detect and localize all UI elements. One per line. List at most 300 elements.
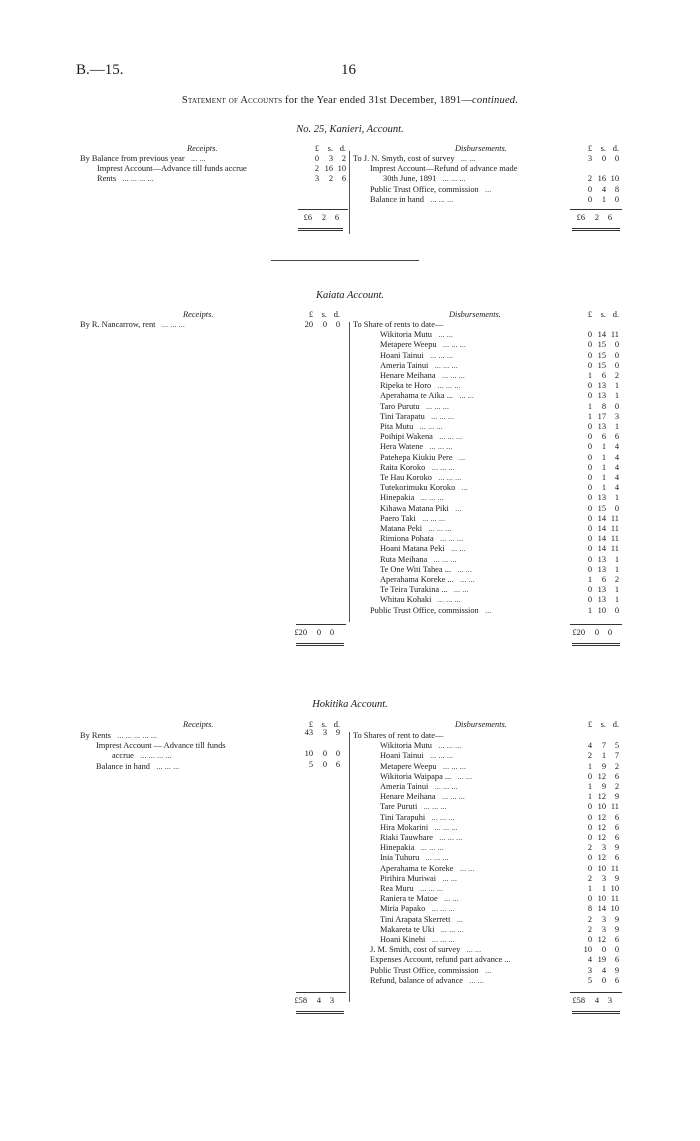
receipt-amount-shillings: 16 bbox=[324, 164, 333, 174]
disbursement-row-label: Hoani Kinehi bbox=[380, 935, 426, 944]
receipt-amount-shillings: 3 bbox=[328, 154, 333, 163]
receipts-total bbox=[293, 996, 334, 1006]
receipt-amount bbox=[299, 728, 340, 738]
disbursement-row-leader-dots: ... ... ... bbox=[423, 751, 453, 761]
receipts-total-shillings: 2 bbox=[321, 213, 326, 222]
disbursement-amount-pence: 1 bbox=[614, 564, 619, 574]
disbursement-row-label: Tini Arapata Skerrett bbox=[380, 914, 451, 924]
disbursement-amount bbox=[578, 493, 619, 503]
disbursements-money-heading-pounds: £ bbox=[587, 720, 592, 729]
receipt-row-leader-dots: ... ... ... ... ... bbox=[110, 731, 158, 740]
disbursement-amount-pounds: 3 bbox=[587, 965, 592, 975]
disbursement-row bbox=[370, 966, 491, 976]
disbursement-amount-pence: 4 bbox=[614, 462, 619, 472]
disbursement-amount-pence: 1 bbox=[614, 554, 619, 564]
disbursement-row-leader-dots: ... ... ... bbox=[415, 513, 446, 523]
disbursement-amount-pounds: 1 bbox=[587, 575, 592, 584]
disbursements-intro: To Share of rents to date— bbox=[353, 320, 444, 329]
disbursement-row-leader-dots: ... ... ... bbox=[428, 822, 458, 832]
disbursement-row bbox=[380, 884, 443, 894]
disbursement-row-leader-dots: ... bbox=[448, 503, 462, 513]
disbursements-total-pounds: £58 bbox=[572, 996, 585, 1005]
disbursement-row-label: Te Teira Turakina ... bbox=[380, 585, 448, 595]
disbursement-row bbox=[380, 534, 463, 544]
disbursement-amount-pounds: 0 bbox=[587, 822, 592, 832]
disbursement-row bbox=[380, 741, 461, 751]
page-title bbox=[0, 95, 700, 106]
disbursement-row-leader-dots: ... bbox=[452, 452, 466, 462]
disbursement-row bbox=[380, 585, 468, 595]
disbursement-amount-pounds: 0 bbox=[587, 493, 592, 503]
receipts-total-pounds: £6 bbox=[303, 213, 312, 222]
disbursement-row bbox=[380, 935, 455, 945]
disbursement-amount-pence: 6 bbox=[614, 935, 619, 944]
disbursement-row-label: Hoani Matana Peki bbox=[380, 544, 445, 554]
disbursements-money-heading-pence: d. bbox=[612, 144, 619, 153]
receipts-money-heading-pence: d. bbox=[333, 720, 340, 729]
disbursement-amount bbox=[578, 565, 619, 575]
disbursement-amount-pounds: 0 bbox=[587, 330, 592, 340]
disbursement-row-label: Pita Mutu bbox=[380, 422, 414, 431]
disbursement-amount-shillings: 3 bbox=[601, 924, 606, 934]
disbursement-row bbox=[380, 823, 457, 833]
disbursement-row-label: Hoani Tainui bbox=[380, 350, 424, 360]
disbursement-amount-shillings: 3 bbox=[601, 873, 606, 883]
disbursement-amount bbox=[578, 361, 619, 371]
receipt-amount-pence: 6 bbox=[335, 759, 340, 769]
disbursement-amount-pence: 6 bbox=[614, 955, 619, 965]
disbursement-amount-pounds: 0 bbox=[587, 513, 592, 523]
disbursement-amount-pence: 0 bbox=[614, 945, 619, 955]
disbursement-row-leader-dots: ... ... ... bbox=[434, 924, 464, 934]
disbursement-row bbox=[370, 164, 517, 174]
disbursement-row-leader-dots: ... ... bbox=[454, 154, 476, 163]
disbursement-amount-pounds: 8 bbox=[587, 904, 592, 914]
disbursement-row-leader-dots: ... ... ... bbox=[436, 761, 466, 771]
receipts-money-heading-pence: d. bbox=[339, 144, 346, 153]
receipt-amount-pounds: 3 bbox=[314, 174, 319, 184]
disbursement-amount-pounds: 4 bbox=[587, 741, 592, 751]
disbursement-row-leader-dots: ... ... ... bbox=[425, 904, 455, 914]
disbursement-row-leader-dots: ... ... ... bbox=[424, 411, 455, 421]
disbursement-amount bbox=[578, 833, 619, 843]
disbursement-row-leader-dots: ... ... ... bbox=[425, 935, 455, 944]
subtotal-rule bbox=[570, 624, 622, 625]
disbursement-amount-shillings: 13 bbox=[597, 391, 606, 401]
disbursement-row-label: Raita Koroko bbox=[380, 462, 426, 472]
disbursement-amount-shillings: 13 bbox=[597, 493, 606, 503]
disbursement-row-label: Wikitoria Waipapa ... bbox=[380, 771, 452, 781]
disbursement-row-leader-dots: ... bbox=[478, 605, 492, 615]
disbursement-amount bbox=[578, 463, 619, 473]
receipts-money-heading-pence: d. bbox=[333, 310, 340, 319]
receipt-row bbox=[80, 154, 206, 164]
disbursement-amount bbox=[578, 864, 619, 874]
disbursement-row-leader-dots: ... ... ... bbox=[423, 350, 453, 360]
disbursement-row-label: Tare Puruti bbox=[380, 802, 418, 812]
disbursement-row-label: Expenses Account, refund part advance ... bbox=[370, 955, 511, 965]
disbursement-amount-pounds: 2 bbox=[587, 751, 592, 761]
disbursement-amount bbox=[578, 524, 619, 534]
receipt-row-label: Rents bbox=[97, 174, 117, 184]
disbursement-amount bbox=[578, 843, 619, 853]
disbursement-amount bbox=[578, 751, 619, 761]
disbursement-row-label: Tini Tarapatu bbox=[380, 411, 425, 421]
disbursement-row-label: Henare Meihana bbox=[380, 792, 436, 802]
disbursement-row-leader-dots: ... ... ... bbox=[432, 432, 463, 442]
disbursement-row-label: Makareta te Uki bbox=[380, 924, 435, 934]
disbursement-row bbox=[380, 555, 457, 565]
disbursement-amount-shillings: 4 bbox=[601, 184, 606, 194]
disbursement-amount-pence: 11 bbox=[610, 513, 619, 523]
disbursements-intro: To Shares of rent to date— bbox=[353, 731, 444, 740]
disbursement-amount-shillings: 13 bbox=[597, 585, 606, 595]
disbursement-amount-pence: 0 bbox=[614, 194, 619, 204]
disbursement-amount-shillings: 10 bbox=[597, 894, 606, 904]
kanieri-account-title: No. 25, Kanieri, Account. bbox=[296, 124, 404, 135]
disbursement-amount-shillings: 12 bbox=[597, 812, 606, 822]
disbursement-row-leader-dots: ... ... ... bbox=[427, 554, 457, 564]
disbursement-amount-shillings: 1 bbox=[601, 442, 606, 452]
disbursement-amount-pence: 6 bbox=[614, 812, 619, 822]
disbursement-row-label: Hinepakia bbox=[380, 493, 415, 503]
disbursement-row-leader-dots: ... ... ... bbox=[431, 595, 461, 605]
disbursement-amount-pence: 9 bbox=[614, 843, 619, 853]
disbursement-amount-shillings: 10 bbox=[597, 863, 606, 873]
disbursement-amount-shillings: 15 bbox=[597, 503, 606, 513]
disbursements-heading: Disbursements. bbox=[455, 144, 507, 153]
disbursement-amount-pence: 4 bbox=[614, 442, 619, 452]
disbursements-total bbox=[571, 996, 612, 1006]
disbursement-amount-pence: 1 bbox=[614, 585, 619, 595]
disbursements-total-pounds: £20 bbox=[572, 628, 585, 637]
disbursement-row-label: Balance in hand bbox=[370, 194, 424, 204]
disbursement-amount-pounds: 0 bbox=[587, 184, 592, 194]
disbursement-amount-pounds: 1 bbox=[587, 761, 592, 771]
disbursement-amount-shillings: 6 bbox=[601, 575, 606, 584]
disbursement-row bbox=[380, 772, 472, 782]
receipt-row bbox=[97, 174, 154, 184]
disbursements-heading: Disbursements. bbox=[455, 720, 507, 729]
disbursement-amount-shillings: 15 bbox=[597, 350, 606, 360]
disbursements-money-heading-shillings: s. bbox=[600, 310, 606, 319]
disbursement-amount-shillings: 0 bbox=[601, 945, 606, 955]
disbursement-row-label: Public Trust Office, commission bbox=[370, 184, 479, 194]
disbursement-amount-shillings: 8 bbox=[601, 401, 606, 411]
disbursements-total-pence: 0 bbox=[607, 628, 612, 637]
disbursement-amount bbox=[578, 412, 619, 422]
disbursement-row-label: Patehepa Kiukiu Pere bbox=[380, 452, 453, 462]
disbursement-amount bbox=[578, 402, 619, 412]
disbursement-row bbox=[380, 473, 461, 483]
disbursement-amount-pence: 11 bbox=[610, 863, 619, 873]
receipt-row bbox=[80, 731, 157, 741]
receipts-total bbox=[293, 628, 334, 638]
disbursement-row bbox=[353, 154, 475, 164]
disbursement-row bbox=[380, 432, 462, 442]
disbursements-total-pounds: £6 bbox=[576, 213, 585, 222]
disbursement-amount bbox=[578, 925, 619, 935]
disbursement-row-leader-dots: ... ... bbox=[453, 575, 475, 584]
disbursements-money-heading bbox=[578, 720, 619, 730]
disbursement-amount-pence: 11 bbox=[610, 534, 619, 544]
disbursement-amount-pence: 3 bbox=[614, 411, 619, 421]
disbursement-amount-pounds: 0 bbox=[587, 360, 592, 370]
disbursement-amount bbox=[578, 483, 619, 493]
total-double-rule bbox=[572, 643, 620, 646]
disbursement-amount-pounds: 1 bbox=[587, 605, 592, 615]
disbursement-amount-shillings: 14 bbox=[597, 534, 606, 544]
disbursement-amount-pounds: 0 bbox=[587, 503, 592, 513]
disbursement-amount bbox=[578, 391, 619, 401]
disbursement-amount-pounds: 0 bbox=[587, 473, 592, 482]
disbursement-row-leader-dots: ... ... ... bbox=[413, 884, 444, 893]
disbursement-row-label: Aperahama Koreke ... bbox=[380, 575, 454, 584]
receipts-total bbox=[298, 213, 339, 223]
receipt-row-leader-dots: ... ... ... ... bbox=[116, 174, 154, 184]
disbursement-amount-shillings: 10 bbox=[597, 605, 606, 615]
receipt-row-leader-dots: ... ... ... ... bbox=[133, 751, 172, 761]
disbursement-amount-pounds: 1 bbox=[587, 401, 592, 411]
disbursement-row bbox=[380, 381, 460, 391]
receipt-amount-pounds: 0 bbox=[314, 154, 319, 163]
disbursement-row-label: Public Trust Office, commission bbox=[370, 605, 479, 615]
disbursement-row-leader-dots: ... ... ... bbox=[414, 843, 444, 853]
disbursement-amount-shillings: 13 bbox=[597, 564, 606, 574]
title-prefix: Statement of Accounts bbox=[181, 95, 283, 106]
disbursements-money-heading-shillings: s. bbox=[600, 144, 606, 153]
disbursement-amount-pence: 4 bbox=[614, 452, 619, 462]
disbursement-row-label: Ruta Meihana bbox=[380, 554, 428, 564]
receipt-amount-shillings: 2 bbox=[328, 174, 333, 184]
disbursement-amount-pounds: 0 bbox=[587, 544, 592, 554]
receipts-money-heading-pounds: £ bbox=[308, 720, 313, 729]
receipt-row bbox=[97, 164, 247, 174]
section-divider bbox=[271, 260, 419, 261]
disbursement-amount-shillings: 6 bbox=[601, 371, 606, 380]
disbursement-amount-pounds: 0 bbox=[587, 350, 592, 360]
disbursement-amount-pounds: 0 bbox=[587, 534, 592, 544]
disbursement-row-label: Metapere Weepu bbox=[380, 761, 437, 771]
series-number: B.—15. bbox=[76, 62, 124, 78]
receipts-money-heading-shillings: s. bbox=[327, 144, 333, 153]
receipt-row-leader-dots: ... ... bbox=[184, 154, 206, 163]
disbursement-row-label: Rimiona Pohata bbox=[380, 534, 434, 544]
disbursement-row bbox=[370, 945, 481, 955]
disbursement-row-label: Wikitoria Mutu bbox=[380, 330, 432, 340]
receipt-amount bbox=[305, 174, 346, 184]
disbursement-amount-shillings: 12 bbox=[597, 833, 606, 842]
disbursement-row-leader-dots: ... ... ... bbox=[435, 792, 465, 802]
disbursement-row-leader-dots: ... ... bbox=[444, 544, 466, 554]
disbursement-amount-pence: 0 bbox=[614, 401, 619, 411]
disbursement-amount bbox=[578, 195, 619, 205]
disbursement-row-label: Hinepakia bbox=[380, 843, 415, 853]
disbursement-row bbox=[380, 340, 466, 350]
disbursement-amount-pounds: 1 bbox=[587, 371, 592, 380]
disbursement-amount-pounds: 0 bbox=[587, 432, 592, 442]
disbursement-amount bbox=[578, 555, 619, 565]
disbursement-amount bbox=[578, 595, 619, 605]
disbursement-row-label: Metapere Weepu bbox=[380, 340, 437, 350]
disbursement-amount-pounds: 0 bbox=[587, 462, 592, 472]
disbursement-amount-pence: 6 bbox=[614, 975, 619, 985]
disbursement-row bbox=[380, 453, 465, 463]
disbursement-amount-shillings: 14 bbox=[597, 544, 606, 554]
receipt-amount-pence: 10 bbox=[337, 164, 346, 174]
disbursement-amount-pounds: 0 bbox=[587, 391, 592, 401]
disbursement-row-label: Miria Papako bbox=[380, 904, 426, 914]
receipts-total-pounds: £58 bbox=[294, 996, 307, 1005]
disbursement-row-leader-dots: ... ... ... bbox=[425, 812, 455, 822]
disbursement-amount bbox=[578, 935, 619, 945]
disbursement-amount bbox=[578, 585, 619, 595]
receipt-amount-shillings: 0 bbox=[322, 749, 327, 759]
disbursement-amount-pence: 0 bbox=[614, 154, 619, 163]
disbursement-row bbox=[380, 504, 461, 514]
disbursement-amount-pounds: 1 bbox=[587, 792, 592, 802]
disbursement-row-leader-dots: ... ... ... bbox=[428, 782, 458, 791]
disbursement-amount bbox=[578, 945, 619, 955]
receipt-row-label: Imprest Account—Advance till funds accrue bbox=[97, 164, 247, 174]
disbursements-money-heading-pounds: £ bbox=[587, 310, 592, 319]
disbursement-amount-pence: 2 bbox=[614, 575, 619, 584]
disbursement-row-label: Refund, balance of advance bbox=[370, 975, 464, 985]
disbursement-amount bbox=[578, 772, 619, 782]
disbursement-row-leader-dots: ... ... ... bbox=[432, 741, 462, 751]
disbursement-row-label: Aperahama te Aika ... bbox=[380, 391, 454, 401]
disbursement-amount-shillings: 1 bbox=[601, 194, 606, 204]
disbursement-amount-shillings: 13 bbox=[597, 554, 606, 564]
disbursements-total-shillings: 4 bbox=[594, 996, 599, 1005]
disbursement-row-label: Riaki Tauwhare bbox=[380, 833, 433, 842]
disbursement-amount bbox=[578, 514, 619, 524]
disbursement-amount-pounds: 0 bbox=[587, 381, 592, 391]
disbursement-amount-pence: 2 bbox=[614, 371, 619, 380]
disbursement-row-label: Ripeka te Horo bbox=[380, 381, 432, 391]
disbursement-amount-pence: 9 bbox=[614, 924, 619, 934]
disbursement-amount bbox=[578, 915, 619, 925]
kaiata-account-title: Kaiata Account. bbox=[315, 290, 385, 301]
title-middle: for the Year ended 31st December, 1891— bbox=[282, 95, 473, 106]
disbursement-amount-pence: 11 bbox=[610, 802, 619, 812]
disbursement-amount bbox=[578, 154, 619, 164]
disbursement-row bbox=[380, 843, 444, 853]
disbursement-row bbox=[380, 751, 453, 761]
disbursement-amount-pence: 1 bbox=[614, 391, 619, 401]
disbursement-row-label: Raniera te Matoe bbox=[380, 894, 438, 904]
disbursements-total bbox=[571, 213, 612, 223]
disbursement-row-leader-dots: ... ... ... bbox=[414, 493, 444, 503]
disbursement-row bbox=[380, 802, 447, 812]
disbursement-amount-pounds: 0 bbox=[587, 564, 592, 574]
receipts-money-heading bbox=[299, 310, 340, 320]
receipt-amount-pence: 2 bbox=[341, 154, 346, 163]
disbursement-amount-pence: 1 bbox=[614, 381, 619, 391]
receipts-money-heading-pounds: £ bbox=[314, 144, 319, 153]
disbursements-money-heading-pence: d. bbox=[612, 310, 619, 319]
receipt-row-label: Balance in hand bbox=[96, 761, 150, 771]
disbursement-amount-pence: 11 bbox=[610, 524, 619, 533]
disbursement-amount bbox=[578, 853, 619, 863]
disbursement-amount-pounds: 2 bbox=[587, 174, 592, 184]
disbursement-amount bbox=[578, 823, 619, 833]
disbursement-amount-pounds: 0 bbox=[587, 833, 592, 842]
disbursement-amount bbox=[578, 782, 619, 792]
disbursement-amount-shillings: 16 bbox=[597, 174, 606, 184]
disbursement-amount-pounds: 2 bbox=[587, 924, 592, 934]
disbursements-total-shillings: 2 bbox=[594, 213, 599, 222]
disbursements-money-heading-shillings: s. bbox=[600, 720, 606, 729]
disbursement-row-label: Imprest Account—Refund of advance made bbox=[370, 164, 518, 174]
receipt-row-label: By Rents bbox=[80, 731, 111, 740]
disbursement-amount-pounds: 0 bbox=[587, 863, 592, 873]
disbursement-row-label: Ameria Tainui bbox=[380, 360, 429, 370]
disbursement-row bbox=[380, 544, 466, 554]
receipt-amount-pounds: 43 bbox=[304, 728, 313, 737]
disbursement-row bbox=[380, 483, 468, 493]
disbursement-amount-pence: 0 bbox=[614, 605, 619, 615]
disbursement-row bbox=[380, 402, 449, 412]
disbursement-amount-shillings: 9 bbox=[601, 782, 606, 791]
receipt-row-imprest: Imprest Account — Advance till funds bbox=[96, 741, 226, 751]
column-rule bbox=[349, 322, 350, 622]
disbursement-amount bbox=[578, 371, 619, 381]
disbursements-money-heading-pence: d. bbox=[612, 720, 619, 729]
total-double-rule bbox=[572, 228, 620, 231]
disbursement-amount-pounds: 1 bbox=[587, 411, 592, 421]
receipt-amount-pounds: 20 bbox=[304, 320, 313, 329]
disbursement-amount-pounds: 2 bbox=[587, 914, 592, 924]
disbursement-amount-shillings: 7 bbox=[601, 741, 606, 751]
subtotal-rule bbox=[570, 992, 622, 993]
receipts-total-pence: 3 bbox=[329, 996, 334, 1005]
receipt-row-label: accrue bbox=[112, 751, 134, 761]
disbursement-amount-pence: 0 bbox=[614, 350, 619, 360]
disbursement-amount bbox=[578, 874, 619, 884]
disbursement-row bbox=[380, 904, 455, 914]
disbursement-row-leader-dots: ... bbox=[450, 914, 463, 924]
disbursement-row-label: Te Hau Koroko bbox=[380, 473, 432, 482]
disbursement-row-leader-dots: ... ... ... bbox=[423, 442, 453, 452]
disbursement-amount-pounds: 0 bbox=[587, 554, 592, 564]
disbursement-row-label: Paero Taki bbox=[380, 513, 416, 523]
disbursements-total-shillings: 0 bbox=[594, 628, 599, 637]
receipts-money-heading-pounds: £ bbox=[308, 310, 313, 319]
column-rule bbox=[349, 732, 350, 1002]
disbursements-money-heading-pounds: £ bbox=[587, 144, 592, 153]
receipt-row-label: By R. Nancarrow, rent bbox=[80, 320, 156, 329]
disbursement-amount-pounds: 0 bbox=[587, 422, 592, 431]
disbursement-amount bbox=[578, 792, 619, 802]
disbursements-total-pence: 6 bbox=[607, 213, 612, 222]
disbursements-money-heading bbox=[578, 144, 619, 154]
receipt-row bbox=[96, 762, 179, 772]
disbursement-row bbox=[380, 442, 452, 452]
disbursement-row bbox=[380, 864, 474, 874]
disbursement-row-label: Hoani Tainui bbox=[380, 751, 424, 761]
disbursement-amount-shillings: 12 bbox=[597, 853, 606, 863]
receipts-heading: Receipts. bbox=[183, 720, 214, 729]
disbursement-row bbox=[380, 925, 464, 935]
disbursement-amount-pounds: 0 bbox=[587, 935, 592, 944]
disbursement-row-label: To J. N. Smyth, cost of survey bbox=[353, 154, 455, 163]
disbursement-row bbox=[380, 595, 461, 605]
disbursement-amount bbox=[578, 330, 619, 340]
disbursement-amount-shillings: 1 bbox=[601, 452, 606, 462]
disbursement-amount-shillings: 3 bbox=[601, 914, 606, 924]
disbursement-amount-pounds: 0 bbox=[587, 585, 592, 595]
